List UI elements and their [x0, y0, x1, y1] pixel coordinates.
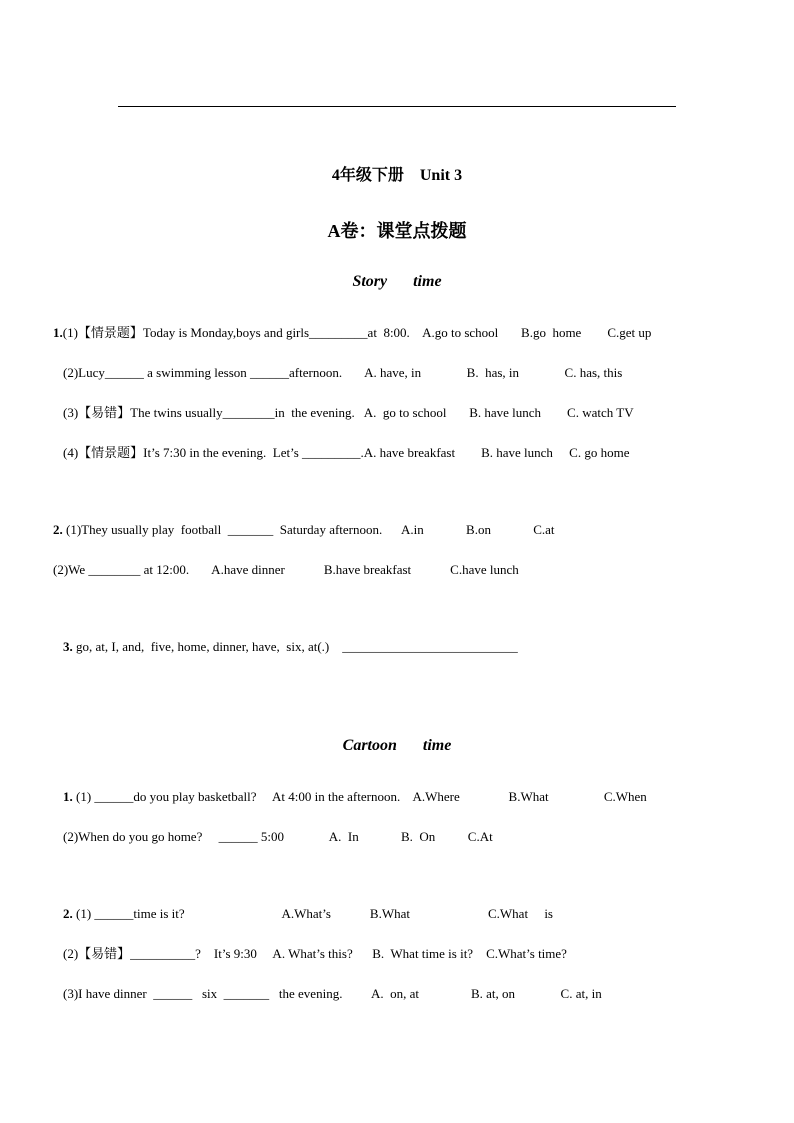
paper-subtitle: A卷：课堂点拨题 [327, 221, 467, 241]
question-text: (1) ______time is it? A.What’s B.What C.What is [72, 906, 553, 921]
question-number: 1. [53, 325, 63, 340]
question-text: (2)We ________ at 12:00. A.have dinner B.have breakfast C.have lunch [53, 562, 519, 577]
section-title-word: time [413, 273, 442, 290]
cartoon-q2-line-3 [63, 986, 602, 1002]
question-text: (2)【易错】__________? It’s 9:30 A. What’s this? B. What time is it? C.What’s time? [63, 946, 567, 961]
section-title-word: Story [352, 273, 388, 290]
question-text: (1) ______do you play basketball? At 4:00 in the afternoon. A.Where B.What C.When [72, 789, 647, 804]
document-title: 4年级下册 Unit 3 [331, 167, 463, 184]
cartoon-q1-line-2 [63, 829, 493, 845]
question-text: (1)They usually play football _______ Saturday afternoon. A.in B.on C.at [62, 522, 555, 537]
story-q2-line-2 [53, 562, 519, 578]
question-number: 2. [53, 522, 63, 537]
header-rule [118, 106, 676, 107]
question-number: 1. [63, 789, 73, 804]
question-text: (2)When do you go home? ______ 5:00 A. In B. On C.At [63, 829, 493, 844]
question-text: (3)【易错】The twins usually________in the evening. A. go to school B. have lunch C. watch TV [63, 405, 634, 420]
question-number: 3. [63, 639, 73, 654]
question-text: (3)I have dinner ______ six _______ the evening. A. on, at B. at, on C. at, in [63, 986, 602, 1001]
cartoon-q1-line-1 [63, 789, 647, 805]
section-title-cartoon-time [0, 737, 794, 755]
section-title-story-time [0, 273, 794, 291]
section-title-word: Cartoon [342, 737, 397, 754]
story-q1-line-3 [63, 405, 634, 421]
question-number: 2. [63, 906, 73, 921]
question-text: (4)【情景题】It’s 7:30 in the evening. Let’s _________.A. have breakfast B. have lunch C. go home [63, 445, 630, 460]
story-q1-line-1 [53, 325, 651, 341]
cartoon-q2-line-1 [63, 906, 553, 922]
story-q3-line [63, 639, 518, 655]
story-q2-line-1 [53, 522, 555, 538]
question-text: (1)【情景题】Today is Monday,boys and girls_________at 8:00. A.go to school B.go home C.get up [62, 325, 652, 340]
story-q1-line-4 [63, 445, 629, 461]
cartoon-q2-line-2 [63, 946, 567, 962]
question-text: (2)Lucy______ a swimming lesson ______afternoon. A. have, in B. has, in C. has, this [63, 365, 623, 380]
story-q1-line-2 [63, 365, 622, 381]
section-title-word: time [422, 737, 452, 754]
question-text: go, at, I, and, five, home, dinner, have, six, at(.) ___________________________ [72, 639, 518, 654]
